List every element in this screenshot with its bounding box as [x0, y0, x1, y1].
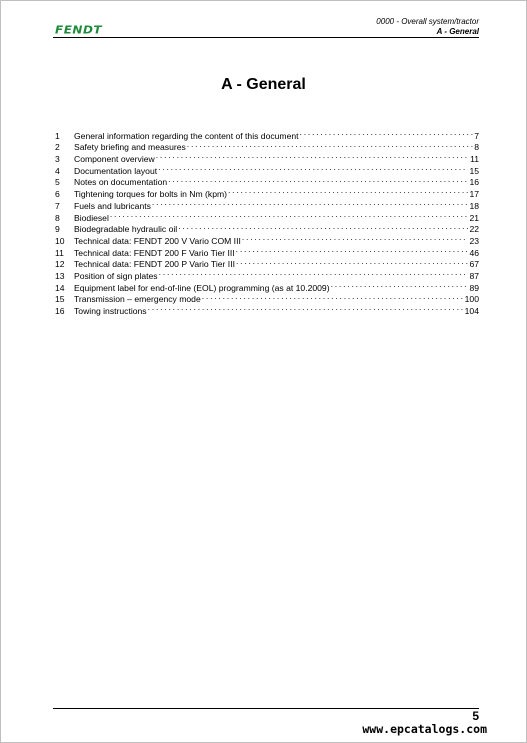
- page-number: 5: [472, 709, 479, 723]
- toc-dot-leader: [158, 162, 468, 174]
- toc-entry-page: 22: [469, 224, 479, 235]
- toc-entry-title[interactable]: Fuels and lubricants: [74, 200, 151, 211]
- toc-entry-title[interactable]: Component overview: [74, 154, 155, 165]
- toc-entry[interactable]: [55, 127, 479, 139]
- toc-entry-title[interactable]: Equipment label for end-of-line (EOL) programming (as at 10.2009): [74, 282, 330, 293]
- toc-entry-page: 89: [469, 282, 479, 293]
- toc-entry-page: 7: [474, 130, 479, 141]
- toc-entry-page: 17: [469, 189, 479, 200]
- toc-entry-title[interactable]: Biodiesel: [74, 212, 109, 223]
- toc-entry-page: 15: [469, 165, 479, 176]
- toc-dot-leader: [236, 244, 469, 256]
- toc-entry-number: 1: [55, 130, 60, 141]
- fendt-logo: FENDT: [55, 24, 103, 36]
- running-header: [376, 17, 479, 37]
- toc-entry-title[interactable]: Documentation layout: [74, 165, 158, 176]
- toc-entry-number: 2: [55, 142, 60, 153]
- toc-entry-title[interactable]: Towing instructions: [74, 306, 147, 316]
- toc-entry-number: 5: [55, 177, 60, 188]
- toc-entry-number: 12: [55, 259, 65, 270]
- toc-entry-title[interactable]: Safety briefing and measures: [74, 142, 186, 153]
- toc-entry-page: 21: [469, 212, 479, 223]
- toc-entry-page: 18: [469, 200, 479, 211]
- toc-entry-title[interactable]: Position of sign plates: [74, 270, 158, 281]
- toc-entry-number: 14: [55, 282, 65, 293]
- header-rule: [53, 37, 479, 38]
- toc-dot-leader: [202, 291, 464, 303]
- toc-entry-title[interactable]: Technical data: FENDT 200 P Vario Tier III: [74, 259, 235, 270]
- toc-entry-number: 6: [55, 189, 60, 200]
- toc-entry-title[interactable]: Notes on documentation: [74, 177, 168, 188]
- toc-entry-page: 46: [469, 247, 479, 258]
- toc-dot-leader: [168, 174, 468, 186]
- toc-dot-leader: [110, 209, 469, 221]
- toc-entry-number: 8: [55, 212, 60, 223]
- toc-entry-title[interactable]: Transmission – emergency mode: [74, 294, 201, 305]
- toc-entry-page: 11: [470, 154, 479, 165]
- toc-dot-leader: [242, 232, 469, 244]
- toc-entry-page: 67: [469, 259, 479, 270]
- toc-dot-leader: [178, 221, 468, 233]
- toc-entry-title[interactable]: General information regarding the content of this document: [74, 130, 299, 141]
- section-title: 0000 - Overall system/tractor: [376, 17, 479, 26]
- toc-entry-title[interactable]: Biodegradable hydraulic oil: [74, 224, 178, 235]
- chapter-title: A - General: [436, 27, 479, 36]
- page-title: A - General: [221, 76, 306, 93]
- toc-entry-title[interactable]: Technical data: FENDT 200 F Vario Tier III: [74, 247, 235, 258]
- toc-entry-number: 3: [55, 154, 60, 165]
- toc-entry-title[interactable]: Technical data: FENDT 200 V Vario COM III: [74, 235, 241, 246]
- toc-dot-leader: [331, 279, 469, 291]
- toc-dot-leader: [159, 267, 469, 279]
- toc-dot-leader: [148, 302, 464, 314]
- toc-entry-number: 15: [55, 294, 65, 305]
- toc-entry-number: 4: [55, 165, 60, 176]
- toc-entry-number: 16: [55, 306, 65, 316]
- toc-entry-number: 10: [55, 235, 65, 246]
- toc-entry-number: 7: [55, 200, 60, 211]
- toc-dot-leader: [228, 185, 468, 197]
- toc-entry-title[interactable]: Tightening torques for bolts in Nm (kpm): [74, 189, 227, 200]
- toc-entry-number: 9: [55, 224, 60, 235]
- toc-entry-number: 13: [55, 270, 65, 281]
- toc-dot-leader: [300, 127, 474, 139]
- toc-entry-page: 104: [464, 306, 479, 316]
- toc-dot-leader: [156, 150, 469, 162]
- toc-entry-page: 23: [469, 235, 479, 246]
- footer-rule: [53, 708, 479, 709]
- table-of-contents: [55, 127, 479, 314]
- toc-entry-page: 8: [474, 142, 479, 153]
- toc-entry[interactable]: [55, 221, 479, 233]
- toc-entry-number: 11: [55, 247, 64, 258]
- toc-dot-leader: [236, 256, 468, 268]
- toc-entry-page: 16: [469, 177, 479, 188]
- toc-entry-page: 100: [464, 294, 479, 305]
- watermark-text: www.epcatalogs.com: [362, 722, 487, 736]
- toc-dot-leader: [187, 139, 473, 151]
- toc-entry[interactable]: [55, 209, 479, 221]
- toc-dot-leader: [152, 197, 469, 209]
- toc-entry-page: 87: [469, 270, 479, 281]
